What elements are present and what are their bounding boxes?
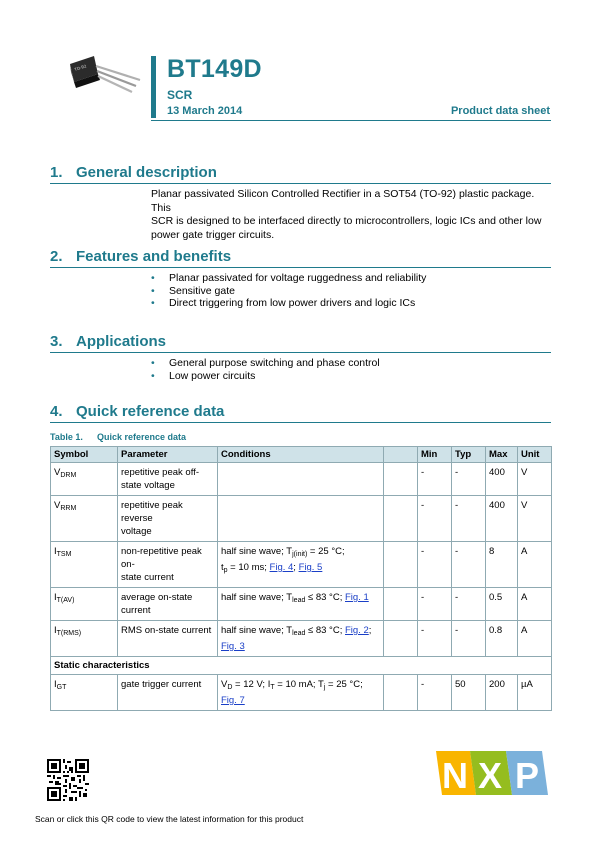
- table-row: [51, 675, 552, 711]
- max-cell: 400: [486, 496, 518, 542]
- typ-cell: 50: [452, 675, 486, 711]
- logo-letter-x: X: [478, 755, 503, 795]
- page-title: BT149D: [167, 55, 262, 83]
- column-header: Typ: [452, 447, 486, 463]
- package-marking: TO-92: [73, 63, 87, 72]
- column-header: Min: [418, 447, 452, 463]
- conditions-cell: [218, 496, 384, 542]
- quick-reference-table: [50, 446, 552, 711]
- unit-cell: A: [518, 621, 552, 657]
- section-number: 2.: [50, 248, 63, 265]
- unit-cell: A: [518, 588, 552, 621]
- column-header: Max: [486, 447, 518, 463]
- max-cell: 0.8: [486, 621, 518, 657]
- spacer-cell: [384, 496, 418, 542]
- fig-1-link[interactable]: Fig. 1: [345, 592, 369, 603]
- package-photo: [62, 52, 142, 98]
- spacer-cell: [384, 621, 418, 657]
- table-caption-label: Table 1.: [50, 432, 83, 442]
- column-header: Symbol: [51, 447, 118, 463]
- logo-letter-n: N: [442, 755, 468, 795]
- column-header: Parameter: [118, 447, 218, 463]
- table-header-row: [51, 447, 552, 463]
- para-line: Planar passivated Silicon Controlled Rectifier in a SOT54 (TO-92) plastic package. This: [151, 188, 535, 214]
- table-row: [51, 621, 552, 657]
- list-item: • Low power circuits: [151, 370, 551, 383]
- unit-cell: µA: [518, 675, 552, 711]
- symbol-cell: $I_{GT}$: [51, 675, 118, 711]
- qr-code[interactable]: [47, 759, 89, 801]
- document-date: 13 March 2014: [167, 105, 243, 117]
- list-item: • Sensitive gate: [151, 285, 551, 298]
- parameter-cell: gate trigger current: [118, 675, 218, 711]
- column-header: [384, 447, 418, 463]
- unit-cell: A: [518, 542, 552, 588]
- header-rule: [151, 120, 551, 121]
- para-line: SCR is designed to be interfaced directly to microcontrollers, logic ICs and other low: [151, 215, 542, 227]
- list-item: • Planar passivated for voltage ruggedness and reliability: [151, 272, 551, 285]
- typ-cell: -: [452, 621, 486, 657]
- section-title: General description: [76, 164, 217, 181]
- table-row: [51, 463, 552, 496]
- max-cell: 400: [486, 463, 518, 496]
- section-number: 3.: [50, 333, 63, 350]
- spacer-cell: [384, 542, 418, 588]
- section-rule: [50, 183, 551, 184]
- para-line: power gate trigger circuits.: [151, 228, 275, 241]
- spacer-cell: [384, 675, 418, 711]
- logo-letter-p: P: [515, 755, 540, 795]
- symbol-cell: $V_{RRM}$: [51, 496, 118, 542]
- min-cell: -: [418, 621, 452, 657]
- typ-cell: -: [452, 542, 486, 588]
- min-cell: -: [418, 542, 452, 588]
- spacer-cell: [384, 588, 418, 621]
- section-title: Features and benefits: [76, 248, 232, 265]
- fig-5-link[interactable]: Fig. 5: [298, 562, 323, 573]
- section-heading-features: [50, 248, 231, 265]
- max-cell: 8: [486, 542, 518, 588]
- general-description-text: [151, 188, 551, 242]
- static-characteristics-label: Static characteristics: [51, 657, 552, 675]
- section-heading-general-description: [50, 164, 217, 181]
- symbol-cell: $V_{DRM}$: [51, 463, 118, 496]
- min-cell: -: [418, 588, 452, 621]
- section-number: 4.: [50, 403, 63, 420]
- min-cell: -: [418, 496, 452, 542]
- conditions-cell: half sine wave; $T_{lead} \le 83$ °C; Fig. 2; Fig. 3: [218, 621, 384, 657]
- fig-7-link[interactable]: Fig. 7: [221, 695, 245, 706]
- table-row: [51, 496, 552, 542]
- typ-cell: -: [452, 463, 486, 496]
- qr-caption: Scan or click this QR code to view the latest information for this product: [35, 814, 304, 824]
- features-list: [151, 272, 551, 310]
- section-heading-quick-reference: [50, 403, 224, 420]
- symbol-cell: $I_{TSM}$: [51, 542, 118, 588]
- fig-3-link[interactable]: Fig. 3: [221, 641, 245, 652]
- table-row: [51, 542, 552, 588]
- table-caption: [50, 432, 186, 442]
- typ-cell: -: [452, 496, 486, 542]
- section-title: Quick reference data: [76, 403, 225, 420]
- max-cell: 0.5: [486, 588, 518, 621]
- nxp-logo: [436, 751, 548, 795]
- list-item: • General purpose switching and phase control: [151, 357, 551, 370]
- parameter-cell: non-repetitive peak on- state current: [118, 542, 218, 588]
- parameter-cell: repetitive peak off- state voltage: [118, 463, 218, 496]
- spacer-cell: [384, 463, 418, 496]
- symbol-cell: $I_{T(RMS)}$: [51, 621, 118, 657]
- table-row: [51, 588, 552, 621]
- table-caption-title: Quick reference data: [97, 432, 187, 442]
- column-header: Conditions: [218, 447, 384, 463]
- conditions-cell: $V_D = 12$ V; $I_T = 10$ mA; $T_j = 25$ °C; Fig. 7: [218, 675, 384, 711]
- page-subtitle: SCR: [167, 88, 193, 102]
- fig-2-link[interactable]: Fig. 2: [345, 625, 369, 636]
- typ-cell: -: [452, 588, 486, 621]
- section-rule: [50, 267, 551, 268]
- parameter-cell: repetitive peak reverse voltage: [118, 496, 218, 542]
- table-group-row: [51, 657, 552, 675]
- applications-list: [151, 357, 551, 382]
- unit-cell: V: [518, 463, 552, 496]
- conditions-cell: [218, 463, 384, 496]
- section-rule: [50, 352, 551, 353]
- conditions-cell: half sine wave; $T_{j(init)} = 25$ °C; $t_p = 10$ ms; Fig. 4; Fig. 5: [218, 542, 384, 588]
- fig-4-link[interactable]: Fig. 4: [269, 562, 294, 573]
- min-cell: -: [418, 463, 452, 496]
- header-accent-bar: [151, 56, 156, 118]
- section-title: Applications: [76, 333, 167, 350]
- unit-cell: V: [518, 496, 552, 542]
- conditions-cell: half sine wave; $T_{lead} \le 83$ °C; Fig. 1: [218, 588, 384, 621]
- document-type: Product data sheet: [450, 105, 550, 117]
- list-item: • Direct triggering from low power drivers and logic ICs: [151, 297, 551, 310]
- symbol-cell: $I_{T(AV)}$: [51, 588, 118, 621]
- min-cell: -: [418, 675, 452, 711]
- section-heading-applications: [50, 333, 166, 350]
- max-cell: 200: [486, 675, 518, 711]
- parameter-cell: RMS on-state current: [118, 621, 218, 657]
- section-rule: [50, 422, 551, 423]
- parameter-cell: average on-state current: [118, 588, 218, 621]
- column-header: Unit: [518, 447, 552, 463]
- section-number: 1.: [50, 164, 63, 181]
